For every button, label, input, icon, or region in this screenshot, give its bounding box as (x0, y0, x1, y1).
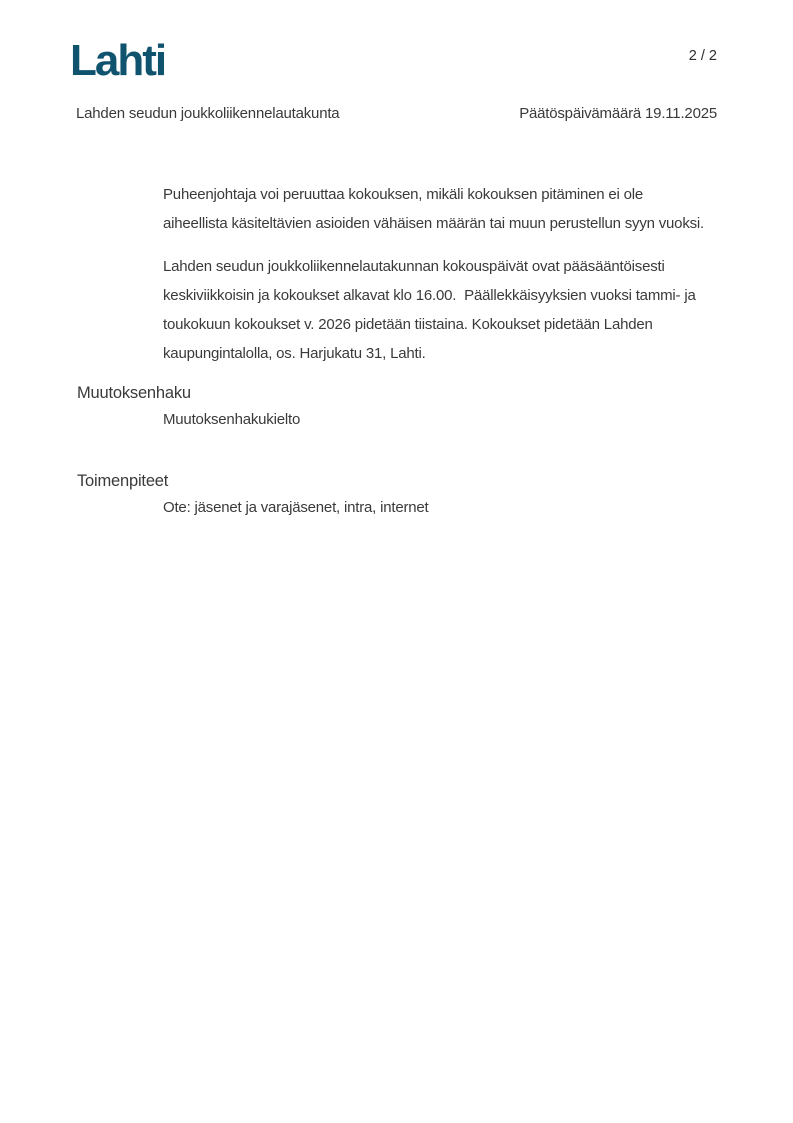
section-content-toimenpiteet: Ote: jäsenet ja varajäsenet, intra, internet (163, 499, 429, 516)
lahti-logo: Lahti (70, 36, 166, 85)
section-content-muutoksenhaku: Muutoksenhakukielto (163, 411, 301, 428)
paragraph-2-line-3: toukokuun kokoukset v. 2026 pidetään tiistaina. Kokoukset pidetään Lahden (163, 316, 653, 333)
paragraph-1 (163, 180, 753, 238)
paragraph-2-line-2: keskiviikkoisin ja kokoukset alkavat klo 16.00. Päällekkäisyyksien vuoksi tammi- ja (163, 287, 696, 304)
body-text (163, 180, 753, 382)
section-heading-muutoksenhaku: Muutoksenhaku (77, 384, 191, 402)
paragraph-2 (163, 252, 753, 368)
decision-date: Päätöspäivämäärä 19.11.2025 (519, 105, 717, 122)
paragraph-2-line-4: kaupungintalolla, os. Harjukatu 31, Lahti. (163, 345, 426, 362)
paragraph-2-line-1: Lahden seudun joukkoliikennelautakunnan kokouspäivät ovat pääsääntöisesti (163, 258, 665, 275)
page-number: 2 / 2 (688, 48, 717, 64)
paragraph-1-line-1: Puheenjohtaja voi peruuttaa kokouksen, mikäli kokouksen pitäminen ei ole (163, 186, 644, 203)
paragraph-1-line-2: aiheellista käsiteltävien asioiden vähäisen määrän tai muun perustellun syyn vuoksi. (163, 215, 705, 232)
document-header (76, 105, 717, 122)
committee-name: Lahden seudun joukkoliikennelautakunta (76, 105, 340, 122)
section-heading-toimenpiteet: Toimenpiteet (77, 472, 169, 490)
